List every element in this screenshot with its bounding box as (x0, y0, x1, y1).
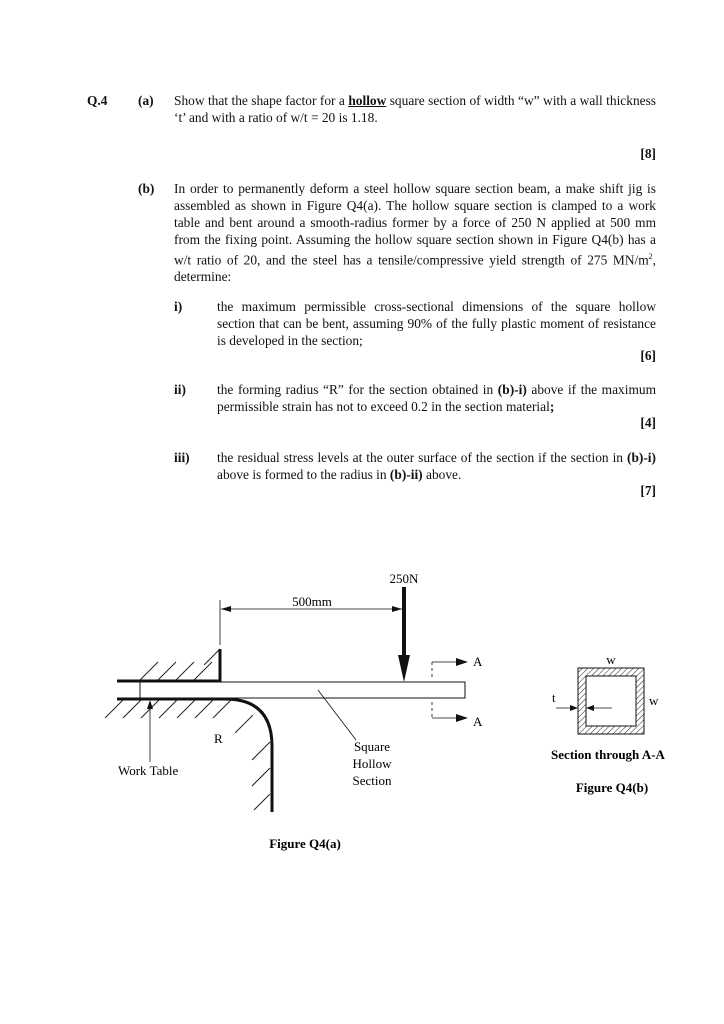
item-iii-label: iii) (174, 450, 190, 465)
item-ii-label: ii) (174, 382, 186, 397)
figure-b (551, 652, 665, 795)
section-marker-bottom: A (473, 714, 483, 729)
dimension-label: 500mm (292, 594, 332, 609)
part-b-text (174, 180, 656, 285)
item-ii-text-b: above if the maximum permissible strain has not to exceed 0.2 in the section material (217, 382, 656, 414)
work-table-leader-arrow (147, 700, 153, 709)
part-a-marks: [8] (640, 146, 656, 161)
former-curve (117, 699, 272, 812)
figure-b-caption: Figure Q4(b) (575, 780, 649, 795)
thickness-label: t (552, 690, 556, 705)
item-iii-ref2: (b)-ii) (389, 467, 423, 482)
dimension-arrow-left (221, 606, 231, 612)
section-arrow-bottom-head (456, 714, 468, 722)
item-iii-text-a: the residual stress levels at the outer surface of the section if the section in (217, 450, 627, 465)
force-arrow-head (398, 655, 410, 682)
beam-label-line1: Square (353, 739, 391, 754)
item-iii-marks: [7] (640, 483, 656, 498)
width-label-side: w (649, 693, 659, 708)
item-i-label: i) (174, 299, 183, 314)
part-b-label: (b) (138, 181, 155, 196)
figures-diagram (0, 560, 724, 860)
hollow-section-inner (586, 676, 636, 726)
item-ii-semicolon: ; (549, 399, 555, 414)
item-i-text: the maximum permissible cross-sectional dimensions of the square hollow section that can be bent, assuming 90% of the fully plastic moment of resistance is developed in the section; (217, 299, 656, 348)
force-label: 250N (389, 571, 419, 586)
item-ii-text (217, 381, 656, 415)
section-arrow-top-head (456, 658, 468, 666)
dimension-arrow-right (392, 606, 402, 612)
part-a-label: (a) (138, 93, 154, 108)
beam-label-line2: Hollow (352, 756, 392, 771)
item-ii-ref: (b)-i) (497, 382, 527, 397)
part-a-text-after: square section of width “w” with a wall thickness ‘t’ and with a ratio of w/t = 20 is 1.18. (174, 93, 657, 125)
figure-a (105, 571, 483, 851)
item-iii-text (217, 449, 656, 483)
part-a-emphasis: hollow (348, 93, 387, 108)
table-hatching (105, 700, 270, 810)
work-table-label: Work Table (118, 763, 179, 778)
question-number: Q.4 (87, 93, 108, 108)
thickness-arrow-left-head (570, 705, 578, 711)
item-iii-text-c: above. (422, 467, 462, 482)
part-a-text-before: Show that the shape factor for a (174, 93, 349, 108)
item-iii-text-b: above is formed to the radius in (217, 467, 390, 482)
part-b-text-end: , determine: (174, 252, 656, 285)
part-b-superscript: 2 (648, 252, 653, 261)
part-b-text-main: In order to permanently deform a steel hollow square section beam, a make shift jig is assembled as shown in Figure Q4(a). The hollow square section is clamped to a work table and bent around a smooth-radius former by a force of 250 N applied at 500 mm from the fixing point. Assuming the hollow square section shown in Figure Q4(b) has a w/t ratio of 20, and the steel has a tensile/compressive yield strength of 275 MN/m (174, 181, 656, 268)
clamp-hatching (140, 649, 220, 680)
square-hollow-beam (140, 682, 465, 698)
item-ii-marks: [4] (640, 415, 656, 430)
item-i-marks: [6] (640, 348, 656, 363)
item-ii-text-a: the forming radius “R” for the section obtained in (217, 382, 498, 397)
part-a-text (174, 92, 656, 126)
item-iii-ref1: (b)-i) (626, 450, 656, 465)
radius-label: R (214, 731, 223, 746)
width-label-top: w (606, 652, 616, 667)
section-marker-top: A (473, 654, 483, 669)
figure-a-caption: Figure Q4(a) (269, 836, 341, 851)
section-title: Section through A-A (551, 747, 665, 762)
beam-label-line3: Section (352, 773, 392, 788)
